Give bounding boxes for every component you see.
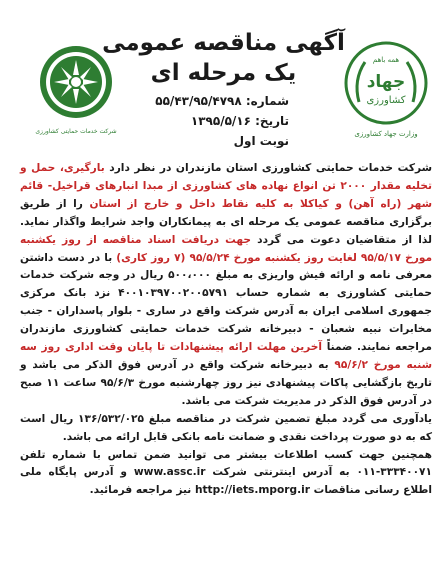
support-services-logo-caption: شرکت خدمات حمایتی کشاورزی (35, 128, 117, 135)
svg-text:جهاد: جهاد (366, 72, 406, 92)
svg-text:همه باهم: همه باهم (372, 56, 400, 64)
notice-title: آگهی مناقصه عمومی (102, 30, 345, 56)
contact-paragraph: همچنین جهت کسب اطلاعات بیشتر می توانید ضمن تماس با شماره تلفن ۳۳۳۴۰۰۷۱-۰۱۱ به آدرس اینترنتی شرکت www.assc.ir و آدرس پایگاه ملی اطلاع رسانی مناقصات http://iets.mporg.ir نیز مراجعه فرمائید. (20, 448, 432, 497)
document-period: جهت دریافت اسناد مناقصه از روز یکشنبه مورخ ۹۵/۵/۱۷ لغایت روز یکشنبه مورخ ۹۵/۵/۲۴ (۷ روز کاری) (20, 233, 433, 264)
submission-deadline: آخرین مهلت ارائه پیشنهادات تا پایان وقت اداری روز سه شنبه مورخ ۹۵/۶/۲ (20, 341, 432, 371)
jihad-keshavarzi-logo-icon (343, 40, 429, 126)
tender-subject: بارگیری، حمل و تخلیه مقدار ۲۰۰۰ تن انواع نهاده های کشاورزی از مبدا انبارهای قراخیل- قائم شهر (راه آهن) و کیاکلا به کلیه نقاط داخل و خارج از استان (20, 162, 433, 210)
notice-number: شماره: ۵۵/۴۳/۹۵/۴۷۹۸ (155, 94, 289, 108)
notice-round: نوبت اول (233, 134, 289, 148)
svg-text:کشاورزی: کشاورزی (366, 95, 406, 106)
notice-subtitle: یک مرحله ای (150, 60, 297, 86)
notice-body (20, 160, 432, 500)
main-paragraph: شرکت خدمات حمایتی کشاورزی استان مازندران در نظر دارد بارگیری، حمل و تخلیه مقدار ۲۰۰۰ تن انواع نهاده های کشاورزی از مبدا انبارهای قراخیل- قائم شهر (راه آهن) و کیاکلا به کلیه نقاط داخل و خارج از استان را از طریق برگزاری مناقصه عمومی یک مرحله ای به پیمانکاران واجد شرایط واگذار نماید. لذا از متقاضیان دعوت می گردد جهت دریافت اسناد مناقصه از روز یکشنبه مورخ ۹۵/۵/۱۷ لغایت روز یکشنبه مورخ ۹۵/۵/۲۴ (۷ روز کاری) با در دست داشتن معرفی نامه و ارائه فیش واریزی به مبلغ ۵۰۰،۰۰۰ ریال در وجه شرکت خدمات حمایتی کشاورزی به شماره حساب ۴۰۰۱۰۳۹۷۰۰۲۰۰۵۷۹۱ نزد بانک مرکزی جمهوری اسلامی ایران به آدرس شرکت واقع در ساری - بلوار پاسداران - جنب مخابرات نبیه شعبان - دبیرخانه شرکت خدمات حمایتی کشاورزی مازندران مراجعه نمایند. ضمناً آخرین مهلت ارائه پیشنهادات تا پایان وقت اداری روز سه شنبه مورخ ۹۵/۶/۲ به دبیرخانه شرکت واقع در آدرس فوق الذکر می باشد و تاریخ بازگشایی پاکات پیشنهادی نیز روز چهارشنبه مورخ ۹۵/۶/۳ ساعت ۱۱ صبح در آدرس فوق الذکر در مدیریت شرکت می باشد. (20, 162, 433, 407)
notice-date: تاریخ: ۱۳۹۵/۵/۱۶ (190, 114, 289, 128)
jihad-keshavarzi-logo-caption: وزارت جهاد کشاورزی (354, 130, 418, 138)
guarantee-paragraph: یادآوری می گردد مبلغ تضمین شرکت در مناقصه مبلغ ۱۳۶/۵۳۲/۰۲۵ ریال است که به دو صورت پرداخت نقدی و ضمانت نامه بانکی قابل ارائه می باشد. (20, 412, 433, 443)
